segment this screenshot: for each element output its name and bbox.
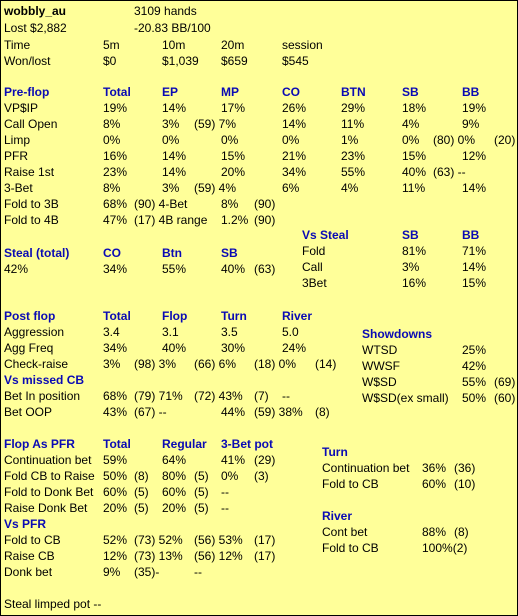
preflop-cell: 14% [162,101,187,115]
lost-amount: Lost $2,882 [4,21,67,35]
preflop-cell: 16% [103,149,128,163]
preflop-cell: 8% [221,197,239,211]
vs-pfr-row-label: Donk bet [4,565,53,579]
vs-steal-cell: 81% [402,244,427,258]
missed-cb-cell: (8) [315,405,330,419]
preflop-col-ep: EP [162,85,179,99]
preflop-cell: 55% [341,165,366,179]
preflop-cell: 3% [162,117,180,131]
postflop-cell: (98) 3% [134,357,177,371]
postflop-row-label: Agg Freq [4,341,54,355]
turn-row-label: Continuation bet [322,461,410,475]
flop-pfr-cell: 41% [221,453,246,467]
player-name: wobbly_au [4,4,67,18]
preflop-cell: 8% [103,117,121,131]
river-sample: (8) [454,525,469,539]
missed-cb-cell: -- [282,389,290,403]
preflop-cell: 14% [282,117,307,131]
preflop-col-sb: SB [402,85,419,99]
postflop-cell: 3% [103,357,121,371]
time-col-5m: 5m [103,38,120,52]
river-heading: River [322,509,353,523]
preflop-cell: 68% [103,197,128,211]
preflop-cell: 34% [282,165,307,179]
postflop-cell: (66) 6% [194,357,237,371]
preflop-cell: 3% [162,181,180,195]
postflop-cell: 5.0 [282,325,299,339]
preflop-col-total: Total [103,85,131,99]
postflop-cell: 34% [103,341,128,355]
preflop-cell: 1% [341,133,359,147]
preflop-cell: 18% [402,101,427,115]
preflop-col-btn: BTN [341,85,366,99]
flop-pfr-cell: (8) [134,469,149,483]
preflop-cell: 23% [103,165,128,179]
preflop-col-co: CO [282,85,300,99]
preflop-cell: (90) [254,197,276,211]
vs-steal-heading: Vs Steal [302,228,349,242]
showdowns-heading: Showdowns [362,327,432,341]
wonlost-10m: $1,039 [162,54,199,68]
postflop-row-label: Check-raise [4,357,69,371]
preflop-col-mp: MP [221,85,239,99]
flop-pfr-row-label: Continuation bet [4,453,92,467]
missed-cb-cell: (79) 71% [134,389,183,403]
preflop-cell: (20) [494,133,516,147]
vs-steal-cell: 14% [462,260,487,274]
preflop-cell: 4% [402,117,420,131]
vs-pfr-cell: (73) 13% [134,549,183,563]
preflop-cell: 26% [282,101,307,115]
turn-cell: 36% [422,461,447,475]
preflop-row-label: PFR [4,149,28,163]
wonlost-label: Won/lost [4,54,51,68]
steal-sb-value: 40% [221,262,246,276]
preflop-col-bb: BB [462,85,480,99]
showdowns-row-label: W$SD(ex small) [362,391,449,405]
flop-pfr-cell: (5) [194,485,209,499]
postflop-cell: 3.4 [103,325,120,339]
missed-cb-row-label: Bet OOP [4,405,53,419]
showdowns-sample: (60) [494,391,516,405]
missed-cb-cell: (72) 43% [194,389,243,403]
turn-sample: (36) [454,461,476,475]
vs-pfr-cell: 9% [103,565,121,579]
steal-total-value: 42% [4,262,29,276]
preflop-cell: 14% [162,165,187,179]
flop-pfr-cell: (5) [194,501,209,515]
preflop-cell: 29% [341,101,366,115]
flop-pfr-cell: 60% [162,485,187,499]
steal-heading: Steal (total) [4,246,70,260]
vs-steal-cell: 16% [402,276,427,290]
postflop-cell: (14) [315,357,337,371]
time-col-20m: 20m [221,38,245,52]
river-row-label: Fold to CB [322,541,379,555]
vs-steal-row-label: Call [302,260,323,274]
vs-steal-cell: 15% [462,276,487,290]
flop-pfr-row-label: Raise Donk Bet [4,501,88,515]
vs-pfr-heading: Vs PFR [4,517,47,531]
flop-pfr-cell: 50% [103,469,128,483]
postflop-cell: 40% [162,341,187,355]
river-row-label: Cont bet [322,525,368,539]
turn-heading: Turn [322,445,348,459]
preflop-cell: (80) 0% [433,133,476,147]
missed-cb-cell: 43% [103,405,128,419]
steal-sb-sample: (63) [254,262,276,276]
missed-cb-row-label: Bet In position [4,389,81,403]
preflop-cell: (59) 4% [194,181,237,195]
flop-pfr-cell: 0% [221,469,239,483]
vs-pfr-cell: (35)- [134,565,160,579]
missed-cb-cell: (7) [254,389,269,403]
showdowns-cell: 42% [462,359,487,373]
showdowns-cell: 55% [462,375,487,389]
vs-pfr-cell: (17) [254,533,276,547]
preflop-row-label: Fold to 4B [4,213,59,227]
vs-pfr-row-label: Fold to CB [4,533,61,547]
missed-cb-cell: 68% [103,389,128,403]
vs-pfr-cell: 12% [103,549,128,563]
preflop-cell: 11% [341,117,365,131]
postflop-col-river: River [282,309,313,323]
preflop-cell: 4% [341,181,359,195]
wonlost-5m: $0 [103,54,117,68]
preflop-cell: 19% [462,101,487,115]
flop-pfr-row-label: Fold CB to Raise [4,469,95,483]
vs-pfr-cell: 52% [103,533,128,547]
steal-col-btn: Btn [162,246,182,260]
hand-count: 3109 hands [134,4,197,18]
preflop-cell: (59) 7% [194,117,237,131]
preflop-cell: (90) [254,213,276,227]
showdowns-row-label: WWSF [362,359,400,373]
showdowns-sample: (69) [494,375,516,389]
flop-pfr-col-regular: Regular [162,437,207,451]
vs-steal-cell: 3% [402,260,420,274]
flop-pfr-cell: 59% [103,453,128,467]
vs-steal-col-bb: BB [462,228,480,242]
flop-pfr-col-total: Total [103,437,131,451]
flop-pfr-cell: 80% [162,469,187,483]
time-col-session: session [282,38,323,52]
preflop-cell: (63) -- [433,165,466,179]
vs-pfr-row-label: Raise CB [4,549,55,563]
steal-col-sb: SB [221,246,238,260]
showdowns-row-label: WTSD [362,343,398,357]
preflop-cell: 1.2% [221,213,249,227]
time-col-10m: 10m [162,38,186,52]
preflop-cell: 23% [341,149,366,163]
vs-steal-row-label: Fold [302,244,326,258]
time-label: Time [4,38,31,52]
vs-steal-cell: 71% [462,244,487,258]
steal-co-value: 34% [103,262,128,276]
preflop-cell: 15% [221,149,246,163]
flop-pfr-row-label: Fold to Donk Bet [4,485,94,499]
preflop-cell: 0% [221,133,239,147]
flop-pfr-cell: 20% [162,501,187,515]
flop-pfr-cell: (5) [194,469,209,483]
preflop-cell: 21% [282,149,307,163]
postflop-col-total: Total [103,309,131,323]
showdowns-cell: 50% [462,391,487,405]
postflop-col-turn: Turn [221,309,247,323]
vs-steal-col-sb: SB [402,228,419,242]
river-cell: 100%(2) [422,541,468,555]
flop-pfr-cell: 60% [103,485,128,499]
preflop-cell: 0% [282,133,300,147]
postflop-col-flop: Flop [162,309,188,323]
preflop-cell: 14% [462,181,487,195]
vs-pfr-cell: -- [194,565,202,579]
vs-pfr-cell: (56) 12% [194,549,243,563]
preflop-cell: 0% [162,133,180,147]
postflop-cell: 3.5 [221,325,238,339]
preflop-cell: (90) 4-Bet [134,197,188,211]
flop-pfr-cell: 20% [103,501,128,515]
preflop-cell: (17) 4B range [134,213,208,227]
preflop-cell: 6% [282,181,300,195]
preflop-cell: 0% [402,133,420,147]
missed-cb-heading: Vs missed CB [4,373,85,387]
vs-pfr-cell: (17) [254,549,276,563]
preflop-row-label: 3-Bet [4,181,33,195]
flop-pfr-cell: -- [221,501,229,515]
turn-row-label: Fold to CB [322,477,379,491]
missed-cb-cell: (67) -- [134,405,167,419]
turn-cell: 60% [422,477,447,491]
preflop-cell: 17% [221,101,246,115]
preflop-cell: 40% [402,165,427,179]
preflop-cell: 14% [162,149,187,163]
vs-pfr-cell: (73) 52% [134,533,183,547]
postflop-heading: Post flop [4,309,56,323]
preflop-row-label: Limp [4,133,31,147]
showdowns-row-label: W$SD [362,375,397,389]
flop-pfr-cell: (3) [254,469,269,483]
vs-steal-row-label: 3Bet [302,276,327,290]
postflop-cell: 3.1 [162,325,179,339]
steal-limped-pot: Steal limped pot -- [4,597,102,611]
preflop-row-label: Raise 1st [4,165,55,179]
preflop-row-label: Call Open [4,117,58,131]
postflop-cell: 24% [282,341,307,355]
preflop-cell: 47% [103,213,128,227]
preflop-cell: 15% [402,149,427,163]
bb-per-100: -20.83 BB/100 [134,21,211,35]
preflop-cell: 12% [462,149,487,163]
missed-cb-cell: (59) 38% [254,405,303,419]
showdowns-cell: 25% [462,343,487,357]
preflop-cell: 20% [221,165,246,179]
postflop-row-label: Aggression [4,325,65,339]
wonlost-20m: $659 [221,54,248,68]
postflop-cell: (18) 0% [254,357,297,371]
flop-pfr-cell: (5) [134,501,149,515]
flop-pfr-cell: -- [221,485,229,499]
turn-sample: (10) [454,477,476,491]
vs-pfr-cell: (56) 53% [194,533,243,547]
preflop-row-label: Fold to 3B [4,197,59,211]
wonlost-session: $545 [282,54,309,68]
preflop-row-label: VP$IP [4,101,39,115]
preflop-cell: 8% [103,181,121,195]
flop-pfr-cell: (5) [134,485,149,499]
flop-pfr-cell: 64% [162,453,187,467]
preflop-cell: 0% [103,133,121,147]
preflop-cell: 9% [462,117,480,131]
river-cell: 88% [422,525,447,539]
flop-pfr-heading: Flop As PFR [4,437,75,451]
steal-btn-value: 55% [162,262,187,276]
postflop-cell: 30% [221,341,246,355]
flop-pfr-cell: (29) [254,453,276,467]
missed-cb-cell: 44% [221,405,246,419]
preflop-cell: 19% [103,101,128,115]
flop-pfr-col-3bet: 3-Bet pot [221,437,273,451]
steal-col-co: CO [103,246,121,260]
preflop-cell: 11% [402,181,426,195]
preflop-heading: Pre-flop [4,85,50,99]
